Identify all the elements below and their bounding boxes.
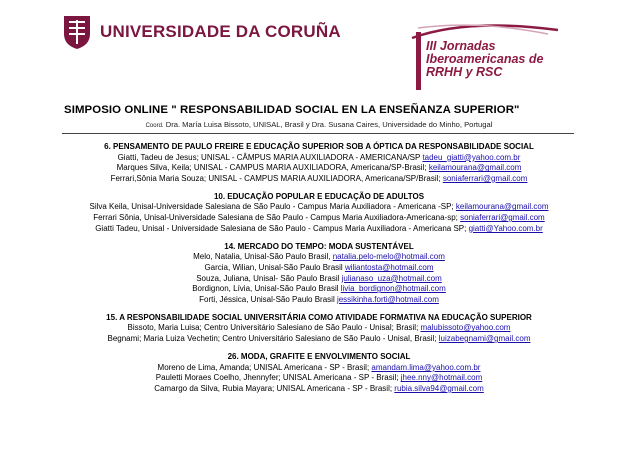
page-title: SIMPOSIO ONLINE " RESPONSABILIDAD SOCIAL EN LA ENSEÑANZA SUPERIOR"	[64, 104, 520, 116]
author-affiliation: Moreno de Lima, Amanda; UNISAL Americana - SP - Brasil;	[157, 362, 372, 372]
program-section	[0, 242, 638, 306]
author-line	[0, 224, 638, 235]
section-heading: 6. PENSAMENTO DE PAULO FREIRE E EDUCAÇÃO SUPERIOR SOB A ÓPTICA DA RESPONSABILIDADE SOCIAL	[104, 142, 534, 151]
author-email-link[interactable]: jessikinha.forti@hotmail.com	[336, 294, 439, 304]
author-affiliation: Giatti, Tadeu de Jesus; UNISAL - CÂMPUS MARIA AUXILIADORA - AMERICANA/SP	[117, 152, 423, 162]
author-line	[0, 323, 638, 334]
program-section	[0, 142, 638, 184]
author-line	[0, 213, 638, 224]
author-email-link[interactable]: jhee.nny@hotmail.com	[400, 373, 483, 383]
author-line	[0, 295, 638, 306]
author-affiliation: Ferrari,Sônia Maria Souza; UNISAL - CAMPUS MARIA AUXILIADORA, Americana/SP/Brasil;	[110, 173, 443, 183]
author-line	[0, 284, 638, 295]
author-affiliation: Bissoto, Maria Luisa; Centro Universitário Salesiano de São Paulo - Unisal; Brasil;	[127, 323, 421, 333]
author-email-link[interactable]: natalia.pelo-melo@hotmail.com	[332, 252, 445, 262]
author-affiliation: Marques Silva, Keila; UNISAL - CAMPUS MARIA AUXILIADORA, Americana/SP-Brasil;	[116, 163, 429, 173]
event-title-line-2: Iberoamericanas de	[426, 52, 544, 66]
program-section	[0, 352, 638, 394]
author-affiliation: Giatti Tadeu, Unisal - Universidade Salesiana de São Paulo - Campus Maria Auxiliadora - Americana SP;	[95, 223, 469, 233]
author-line	[0, 363, 638, 374]
author-email-link[interactable]: malubissoto@yahoo.com	[420, 323, 511, 333]
author-line	[0, 263, 638, 274]
event-logo	[408, 24, 568, 86]
author-line	[0, 384, 638, 395]
author-email-link[interactable]: luizabegnami@gmail.com	[438, 334, 531, 343]
title-divider	[62, 133, 574, 134]
author-email-link[interactable]: amandam.lima@yahoo.com.br	[371, 362, 481, 372]
author-affiliation: Ferrari Sônia, Unisal-Universidade Salesiana de São Paulo - Campus Maria Auxiliadora-Americana-sp;	[93, 213, 461, 223]
author-email-link[interactable]: tadeu_giatti@yahoo.com.br	[422, 152, 521, 162]
author-email-link[interactable]: julianaso_uza@hotmail.com	[341, 273, 442, 283]
author-line	[0, 174, 638, 185]
author-line	[0, 153, 638, 164]
author-email-link[interactable]: keilamourana@gmail.com	[428, 163, 522, 173]
program-content	[0, 142, 638, 394]
author-line	[0, 202, 638, 213]
section-heading: 15. A RESPONSABILIDADE SOCIAL UNIVERSITÁRIA COMO ATIVIDADE FORMATIVA NA EDUCAÇÃO SUPERIOR	[106, 312, 532, 322]
author-affiliation: Silva Keila, Unisal-Universidade Salesiana de São Paulo - Campus Maria Auxiliadora - Americana -SP;	[89, 202, 456, 212]
section-gap	[0, 305, 638, 313]
author-email-link[interactable]: giatti@Yahoo.com.br	[468, 223, 543, 233]
author-email-link[interactable]: keilamourana@gmail.com	[455, 202, 549, 212]
author-affiliation: Melo, Natalia, Unisal-São Paulo Brasil,	[193, 252, 333, 262]
author-line	[0, 334, 638, 345]
author-affiliation: Camargo da Silva, Rubia Mayara; UNISAL Americana - SP - Brasil;	[154, 383, 395, 393]
section-heading: 10. EDUCAÇÃO POPULAR E EDUCAÇÃO DE ADULTOS	[213, 191, 425, 201]
author-affiliation: Bordignon, Lívia, Unisal-São Paulo Brasil	[192, 284, 341, 294]
section-heading: 14. MERCADO DO TEMPO: MODA SUSTENTÁVEL	[224, 241, 414, 251]
program-section	[0, 313, 638, 345]
author-line	[0, 252, 638, 263]
coord-text: Dra. María Luisa Bissoto, UNISAL, Brasil y Dra. Susana Caires, Universidade do Minho, Portugal	[165, 120, 493, 129]
author-affiliation: Souza, Juliana, Unisal- São Paulo Brasil	[196, 273, 342, 283]
program-section	[0, 192, 638, 234]
page-header	[0, 0, 638, 98]
author-line	[0, 373, 638, 384]
university-logo	[62, 14, 341, 50]
author-affiliation: Forti, Jéssica, Unisal-São Paulo Brasil	[199, 294, 337, 304]
event-title	[426, 40, 543, 79]
university-crest-icon	[62, 14, 92, 50]
author-email-link[interactable]: soniaferrari@gmail.com	[442, 173, 528, 183]
section-gap	[0, 184, 638, 192]
author-email-link[interactable]: livia_bordignon@hotmail.com	[340, 284, 446, 294]
author-email-link[interactable]: soniaferrari@gmail.com	[460, 213, 545, 223]
author-email-link[interactable]: rubia.silva94@gmail.com	[394, 383, 484, 393]
event-title-line-3: RRHH y RSC	[426, 65, 503, 79]
university-name: UNIVERSIDADE DA CORUÑA	[100, 22, 341, 41]
author-affiliation: Begnami; Maria Luiza Vechetin; Centro Universitário Salesiano de São Paulo - Unisal, Brasil;	[107, 334, 439, 343]
author-line	[0, 163, 638, 174]
event-title-line-1: III Jornadas	[426, 39, 496, 53]
author-email-link[interactable]: wiliantosta@hotmail.com	[344, 262, 434, 272]
coordinators-line	[0, 120, 638, 129]
section-heading: 26. MODA, GRAFITE E ENVOLVIMENTO SOCIAL	[227, 352, 411, 362]
author-affiliation: Garcia, Wilian, Unisal-São Paulo Brasil	[204, 262, 345, 272]
section-gap	[0, 345, 638, 353]
section-gap	[0, 234, 638, 242]
author-affiliation: Pauletti Moraes Coelho, Jhennyfer; UNISAL Americana - SP - Brasil;	[155, 373, 401, 383]
author-line	[0, 274, 638, 285]
coord-label: Coord.	[145, 123, 164, 129]
